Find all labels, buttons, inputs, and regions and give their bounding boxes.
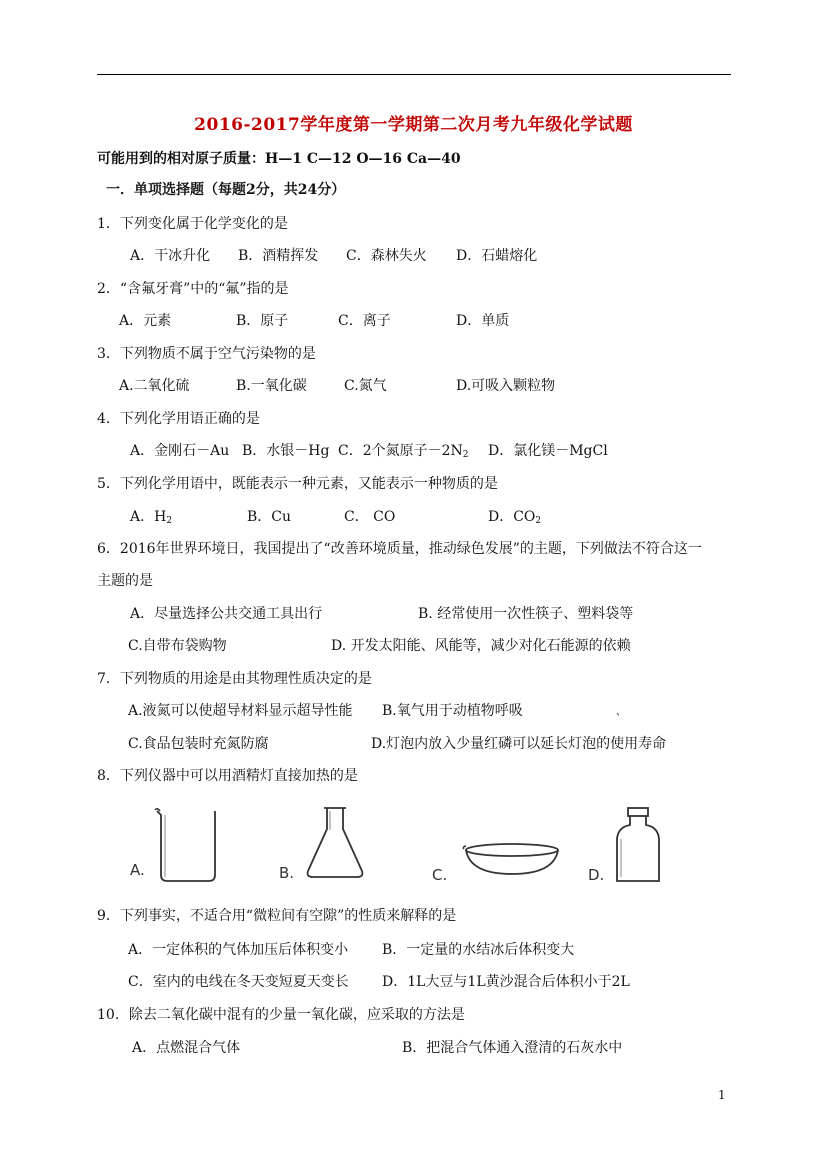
q7-option-c: C.食品包装时充氮防腐: [128, 736, 269, 752]
q4-option-d: D．氯化镁－MgCl: [488, 443, 608, 459]
question-6-stem-line1: 6．2016年世界环境日，我国提出了“改善环境质量，推动绿色发展”的主题，下列做法不符合这一: [97, 541, 702, 557]
q5-option-b: B．Cu: [247, 509, 292, 525]
question-3-stem: 3．下列物质不属于空气污染物的是: [97, 346, 316, 362]
q6-option-a: A．尽量选择公共交通工具出行: [130, 606, 323, 622]
q7-option-d: D.灯泡内放入少量红磷可以延长灯泡的使用寿命: [371, 736, 667, 752]
atomic-masses: 可能用到的相对原子质量：H—1 C—12 O—16 Ca—40: [97, 151, 461, 167]
q1-option-a: A．干冰升化: [130, 248, 211, 264]
q6-option-b: B. 经常使用一次性筷子、塑料袋等: [418, 606, 634, 622]
q5-option-a-text: A．H: [130, 509, 167, 525]
q4-option-c: [338, 442, 469, 464]
q10-option-a: A．点燃混合气体: [132, 1040, 241, 1056]
question-7-stem: 7．下列物质的用途是由其物理性质决定的是: [97, 671, 372, 687]
header-rule: [97, 74, 731, 75]
q10-option-b: B．把混合气体通入澄清的石灰水中: [402, 1040, 623, 1056]
beaker-figure: [145, 805, 225, 885]
section-heading: 一．单项选择题（每题2分，共24分）: [106, 182, 346, 198]
q4-option-c-text: C．2个氮原子－2N: [338, 443, 463, 459]
figure-label-d: D.: [588, 866, 605, 884]
q9-option-b: B．一定量的水结冰后体积变大: [382, 942, 575, 958]
question-9-stem: 9．下列事实，不适合用“微粒间有空隙”的性质来解释的是: [97, 908, 457, 924]
q2-option-c: C．离子: [338, 313, 391, 329]
q5-option-d: [488, 508, 541, 530]
figure-label-c: C.: [432, 866, 448, 884]
q4-option-a: A．金刚石－Au: [130, 443, 230, 459]
q5-option-c: C． CO: [344, 509, 396, 525]
q1-option-d: D．石蜡熔化: [456, 248, 538, 264]
figure-label-b: B.: [279, 864, 295, 882]
stray-mark: 、: [616, 707, 626, 718]
question-6-stem-line2: 主题的是: [97, 573, 153, 589]
q3-option-d: D.可吸入颗粒物: [456, 378, 556, 394]
q2-option-b: B．原子: [236, 313, 289, 329]
evaporating-dish-figure: [462, 840, 562, 880]
q2-option-a: A．元素: [119, 313, 172, 329]
q5-option-d-subscript: 2: [535, 516, 542, 526]
question-10-stem: 10．除去二氧化碳中混有的少量一氧化碳，应采取的方法是: [97, 1007, 465, 1023]
question-4-stem: 4．下列化学用语正确的是: [97, 411, 260, 427]
q1-option-b: B．酒精挥发: [238, 248, 319, 264]
conical-flask-figure: [300, 805, 370, 880]
q9-option-d: D．1L大豆与1L黄沙混合后体积小于2L: [382, 974, 630, 990]
q5-option-a: [130, 508, 172, 530]
q6-option-d: D. 开发太阳能、风能等，减少对化石能源的依赖: [331, 638, 631, 654]
page-title: 2016-2017学年度第一学期第二次月考九年级化学试题: [194, 115, 633, 135]
q3-option-c: C.氮气: [344, 378, 387, 394]
q4-option-c-subscript: 2: [462, 450, 469, 460]
q3-option-b: B.一氧化碳: [236, 378, 307, 394]
q9-option-c: C．室内的电线在冬天变短夏天变长: [128, 974, 349, 990]
question-2-stem: 2．“含氟牙膏”中的“氟”指的是: [97, 281, 289, 297]
q7-option-b: B.氧气用于动植物呼吸: [382, 703, 523, 719]
q5-option-d-text: D．CO: [488, 509, 536, 525]
question-8-stem: 8．下列仪器中可以用酒精灯直接加热的是: [97, 768, 358, 784]
q4-option-b: B．水银－Hg: [242, 443, 330, 459]
q1-option-c: C．森林失火: [346, 248, 427, 264]
question-1-stem: 1．下列变化属于化学变化的是: [97, 216, 288, 232]
q2-option-d: D．单质: [456, 313, 510, 329]
question-5-stem: 5．下列化学用语中，既能表示一种元素，又能表示一种物质的是: [97, 476, 498, 492]
q5-option-a-subscript: 2: [166, 516, 173, 526]
q7-option-a: A.液氮可以使超导材料显示超导性能: [128, 703, 353, 719]
q9-option-a: A．一定体积的气体加压后体积变小: [128, 942, 349, 958]
figure-label-a: A.: [130, 861, 145, 879]
q3-option-a: A.二氧化硫: [119, 378, 190, 394]
page-number: 1: [718, 1088, 726, 1102]
q6-option-c: C.自带布袋购物: [128, 638, 227, 654]
reagent-bottle-figure: [612, 805, 664, 885]
